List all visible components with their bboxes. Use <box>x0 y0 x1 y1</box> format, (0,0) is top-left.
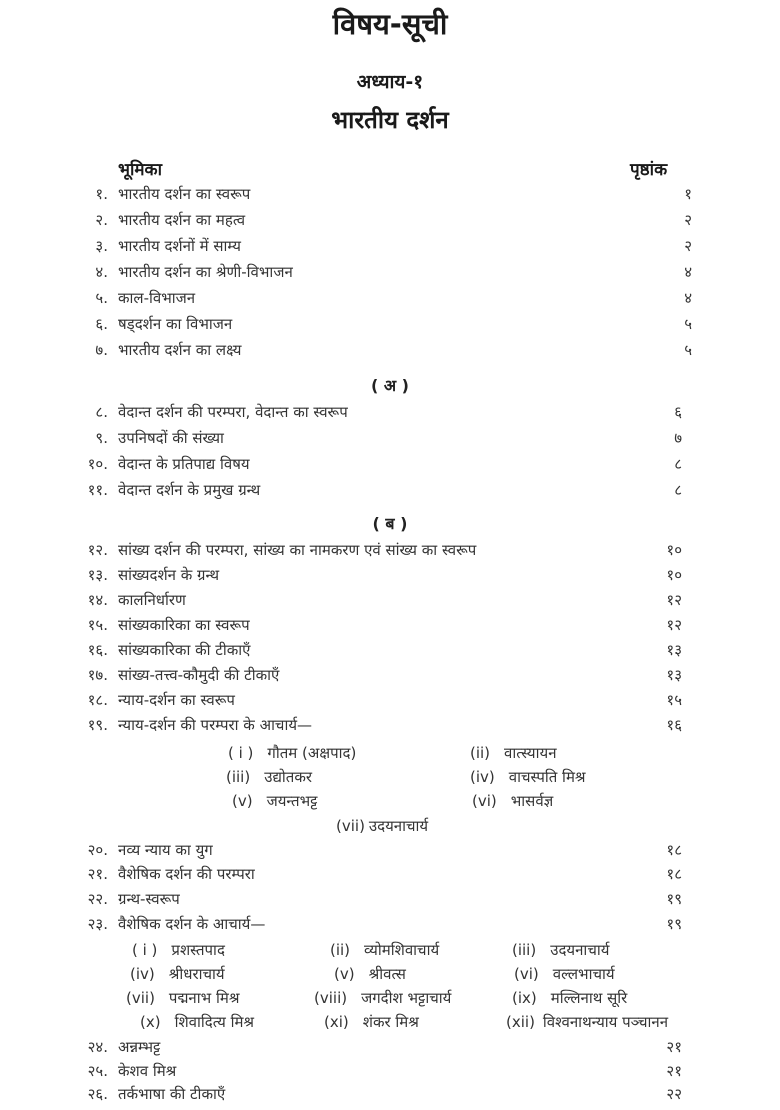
toc-page-number: २ <box>684 237 692 255</box>
sub-list-number: (xi) <box>324 1013 349 1031</box>
sub-list-number: (vi) <box>472 792 497 810</box>
toc-row <box>0 565 780 591</box>
toc-number: २३. <box>87 915 108 933</box>
toc-page-number: ४ <box>684 289 692 307</box>
toc-title: षड्दर्शन का विभाजन <box>118 315 233 333</box>
toc-title: वेदान्त दर्शन की परम्परा, वेदान्त का स्वरूप <box>118 403 348 421</box>
toc-page-number: १० <box>666 541 682 559</box>
toc-title: सांख्यकारिका की टीकाएँ <box>118 641 251 659</box>
sub-list-number: (iii) <box>512 941 537 959</box>
toc-title: उपनिषदों की संख्या <box>118 429 224 447</box>
chapter-label: अध्याय-१ <box>356 71 424 93</box>
sub-list-item <box>314 988 451 1008</box>
toc-number: १९. <box>87 716 108 734</box>
sub-list-item <box>470 743 557 763</box>
sub-list-name: उदयनाचार्य <box>368 817 429 835</box>
page-number-heading: पृष्ठांक <box>630 160 668 180</box>
toc-title: भारतीय दर्शन का लक्ष्य <box>118 341 242 359</box>
toc-page-number: १३ <box>666 666 682 684</box>
sub-list-item <box>232 791 317 811</box>
sub-list-number: (v) <box>232 792 253 810</box>
toc-row <box>0 1084 780 1110</box>
toc-row <box>0 340 780 366</box>
sub-list-number: (ix) <box>512 989 537 1007</box>
toc-page-number: १९ <box>666 915 682 933</box>
toc-number: २१. <box>87 865 108 883</box>
sub-list-item <box>140 1012 254 1032</box>
sub-list-number: (ii) <box>330 941 351 959</box>
toc-row <box>0 864 780 890</box>
section-b-label: ( ब ) <box>372 514 408 533</box>
toc-page-number: १३ <box>666 641 682 659</box>
toc-title: नव्य न्याय का युग <box>118 841 213 859</box>
sub-list-item <box>470 767 586 787</box>
sub-list-item <box>226 767 312 787</box>
toc-number: २४. <box>87 1038 108 1056</box>
toc-row <box>0 288 780 314</box>
toc-title: ग्रन्थ-स्वरूप <box>118 890 180 908</box>
toc-row <box>0 615 780 641</box>
toc-title: भारतीय दर्शनों में साम्य <box>118 237 241 255</box>
section-a-label: ( अ ) <box>371 376 409 395</box>
toc-page-number: २१ <box>666 1038 682 1056</box>
sub-list-name: वल्लभाचार्य <box>552 965 615 983</box>
sub-list-item <box>336 816 428 836</box>
sub-list-item <box>228 743 356 763</box>
toc-page-number: ५ <box>684 315 692 333</box>
toc-page-number: ६ <box>674 403 682 421</box>
toc-number: ११. <box>87 481 108 499</box>
sub-list-item <box>512 988 627 1008</box>
sub-list-number: (v) <box>334 965 355 983</box>
sub-list-number: (iv) <box>130 965 155 983</box>
toc-number: २. <box>95 211 108 229</box>
toc-row <box>0 1037 780 1063</box>
toc-title: वेदान्त दर्शन के प्रमुख ग्रन्थ <box>118 481 261 499</box>
toc-number: ५. <box>95 289 108 307</box>
sub-list-number: (vi) <box>514 965 539 983</box>
sub-list-name: उद्योतकर <box>264 768 312 786</box>
sub-list-name: वाचस्पति मिश्र <box>508 768 586 786</box>
toc-row <box>0 840 780 866</box>
sub-list-item <box>514 964 615 984</box>
toc-title: भारतीय दर्शन का स्वरूप <box>118 185 251 203</box>
toc-title: सांख्य-तत्त्व-कौमुदी की टीकाएँ <box>118 666 280 684</box>
toc-title: केशव मिश्र <box>118 1062 177 1080</box>
toc-row <box>0 540 780 566</box>
sub-list-name: उदयनाचार्य <box>550 941 610 959</box>
sub-list-name: वात्स्यायन <box>504 744 557 762</box>
toc-number: १८. <box>87 691 108 709</box>
toc-title: न्याय-दर्शन का स्वरूप <box>118 691 235 709</box>
toc-number: ६. <box>95 315 108 333</box>
sub-list-name: शंकर मिश्र <box>362 1013 419 1031</box>
toc-number: १५. <box>87 616 108 634</box>
toc-row <box>0 480 780 506</box>
sub-list-item <box>334 964 406 984</box>
toc-number: १६. <box>87 641 108 659</box>
sub-list-name: व्योमशिवाचार्य <box>364 941 440 959</box>
page-title: विषय-सूची <box>332 7 448 41</box>
toc-page-number: १८ <box>666 865 682 883</box>
sub-list-number: ( i ) <box>228 744 254 762</box>
sub-list-number: (ii) <box>470 744 491 762</box>
sub-list-name: भासर्वज्ञ <box>510 792 554 810</box>
toc-row <box>0 402 780 428</box>
sub-list-number: (xii) <box>506 1013 535 1031</box>
sub-list-number: ( i ) <box>132 941 158 959</box>
toc-number: २०. <box>87 841 108 859</box>
chapter-title: भारतीय दर्शन <box>331 106 449 134</box>
toc-page-number: १८ <box>666 841 682 859</box>
sub-list-item <box>126 988 239 1008</box>
toc-page-number: १२ <box>666 591 682 609</box>
intro-heading: भूमिका <box>118 160 162 180</box>
toc-number: २६. <box>87 1085 108 1103</box>
sub-list-name: पद्मनाभ मिश्र <box>168 989 240 1007</box>
toc-row <box>0 314 780 340</box>
toc-title: तर्कभाषा की टीकाएँ <box>118 1085 226 1103</box>
sub-list-name: विश्वनाथन्याय पञ्चानन <box>542 1013 669 1031</box>
sub-list-name: श्रीधराचार्य <box>168 965 225 983</box>
toc-number: १३. <box>87 566 108 584</box>
sub-list-name: श्रीवत्स <box>368 965 406 983</box>
toc-title: भारतीय दर्शन का श्रेणी-विभाजन <box>118 263 293 281</box>
toc-number: १२. <box>87 541 108 559</box>
sub-list-item <box>130 964 225 984</box>
sub-list-item <box>506 1012 668 1032</box>
toc-row <box>0 914 780 940</box>
toc-page-number: ४ <box>684 263 692 281</box>
toc-number: ७. <box>95 341 108 359</box>
sub-list-item <box>132 940 225 960</box>
sub-list-number: (vii) <box>126 989 155 1007</box>
toc-title: सांख्य दर्शन की परम्परा, सांख्य का नामकरण एवं सांख्य का स्वरूप <box>118 541 477 559</box>
sub-list-name: जयन्तभट्ट <box>266 792 318 810</box>
toc-title: न्याय-दर्शन की परम्परा के आचार्य— <box>118 716 313 734</box>
toc-row <box>0 210 780 236</box>
toc-page-number: ५ <box>684 341 692 359</box>
toc-page-number: १२ <box>666 616 682 634</box>
toc-row <box>0 889 780 915</box>
toc-number: २५. <box>87 1062 108 1080</box>
toc-title: सांख्यकारिका का स्वरूप <box>118 616 250 634</box>
toc-title: सांख्यदर्शन के ग्रन्थ <box>118 566 220 584</box>
toc-page-number: ८ <box>674 455 682 473</box>
toc-page-number: १ <box>684 185 692 203</box>
sub-list-item <box>330 940 439 960</box>
sub-list-name: जगदीश भट्टाचार्य <box>361 989 452 1007</box>
toc-number: ८. <box>95 403 108 421</box>
toc-page-number: १० <box>666 566 682 584</box>
toc-number: ४. <box>95 263 108 281</box>
toc-number: १७. <box>87 666 108 684</box>
toc-page-number: २१ <box>666 1062 682 1080</box>
toc-page-number: १६ <box>666 716 682 734</box>
sub-list-name: प्रशस्तपाद <box>171 941 225 959</box>
toc-page-number: १९ <box>666 890 682 908</box>
toc-row <box>0 184 780 210</box>
toc-title: कालनिर्धारण <box>118 591 186 609</box>
toc-number: १. <box>95 185 108 203</box>
sub-list-number: (iii) <box>226 768 251 786</box>
toc-title: वैशेषिक दर्शन की परम्परा <box>118 865 255 883</box>
toc-page-number: १५ <box>666 691 682 709</box>
toc-row <box>0 665 780 691</box>
toc-row <box>0 715 780 741</box>
toc-row <box>0 236 780 262</box>
toc-title: वैशेषिक दर्शन के आचार्य— <box>118 915 266 933</box>
sub-list-item <box>472 791 553 811</box>
toc-number: ३. <box>95 237 108 255</box>
toc-page-number: २ <box>684 211 692 229</box>
toc-number: २२. <box>87 890 108 908</box>
toc-title: काल-विभाजन <box>118 289 196 307</box>
toc-row <box>0 428 780 454</box>
sub-list-number: (x) <box>140 1013 161 1031</box>
toc-row <box>0 590 780 616</box>
sub-list-number: (viii) <box>314 989 348 1007</box>
toc-number: १४. <box>87 591 108 609</box>
toc-page-number: २२ <box>666 1085 682 1103</box>
sub-list-name: शिवादित्य मिश्र <box>174 1013 255 1031</box>
sub-list-number: (iv) <box>470 768 495 786</box>
sub-list-number: (vii) <box>336 817 365 835</box>
sub-list-name: गौतम (अक्षपाद) <box>267 744 357 762</box>
toc-page-number: ७ <box>674 429 682 447</box>
toc-number: ९. <box>95 429 108 447</box>
sub-list-item <box>512 940 609 960</box>
toc-title: भारतीय दर्शन का महत्व <box>118 211 246 229</box>
toc-number: १०. <box>87 455 108 473</box>
toc-row <box>0 454 780 480</box>
sub-list-item <box>324 1012 419 1032</box>
toc-title: वेदान्त के प्रतिपाद्य विषय <box>118 455 250 473</box>
toc-row <box>0 262 780 288</box>
toc-page-number: ८ <box>674 481 682 499</box>
sub-list-name: मल्लिनाथ सूरि <box>550 989 628 1007</box>
toc-title: अन्नम्भट्ट <box>118 1038 161 1056</box>
toc-row <box>0 640 780 666</box>
toc-row <box>0 690 780 716</box>
